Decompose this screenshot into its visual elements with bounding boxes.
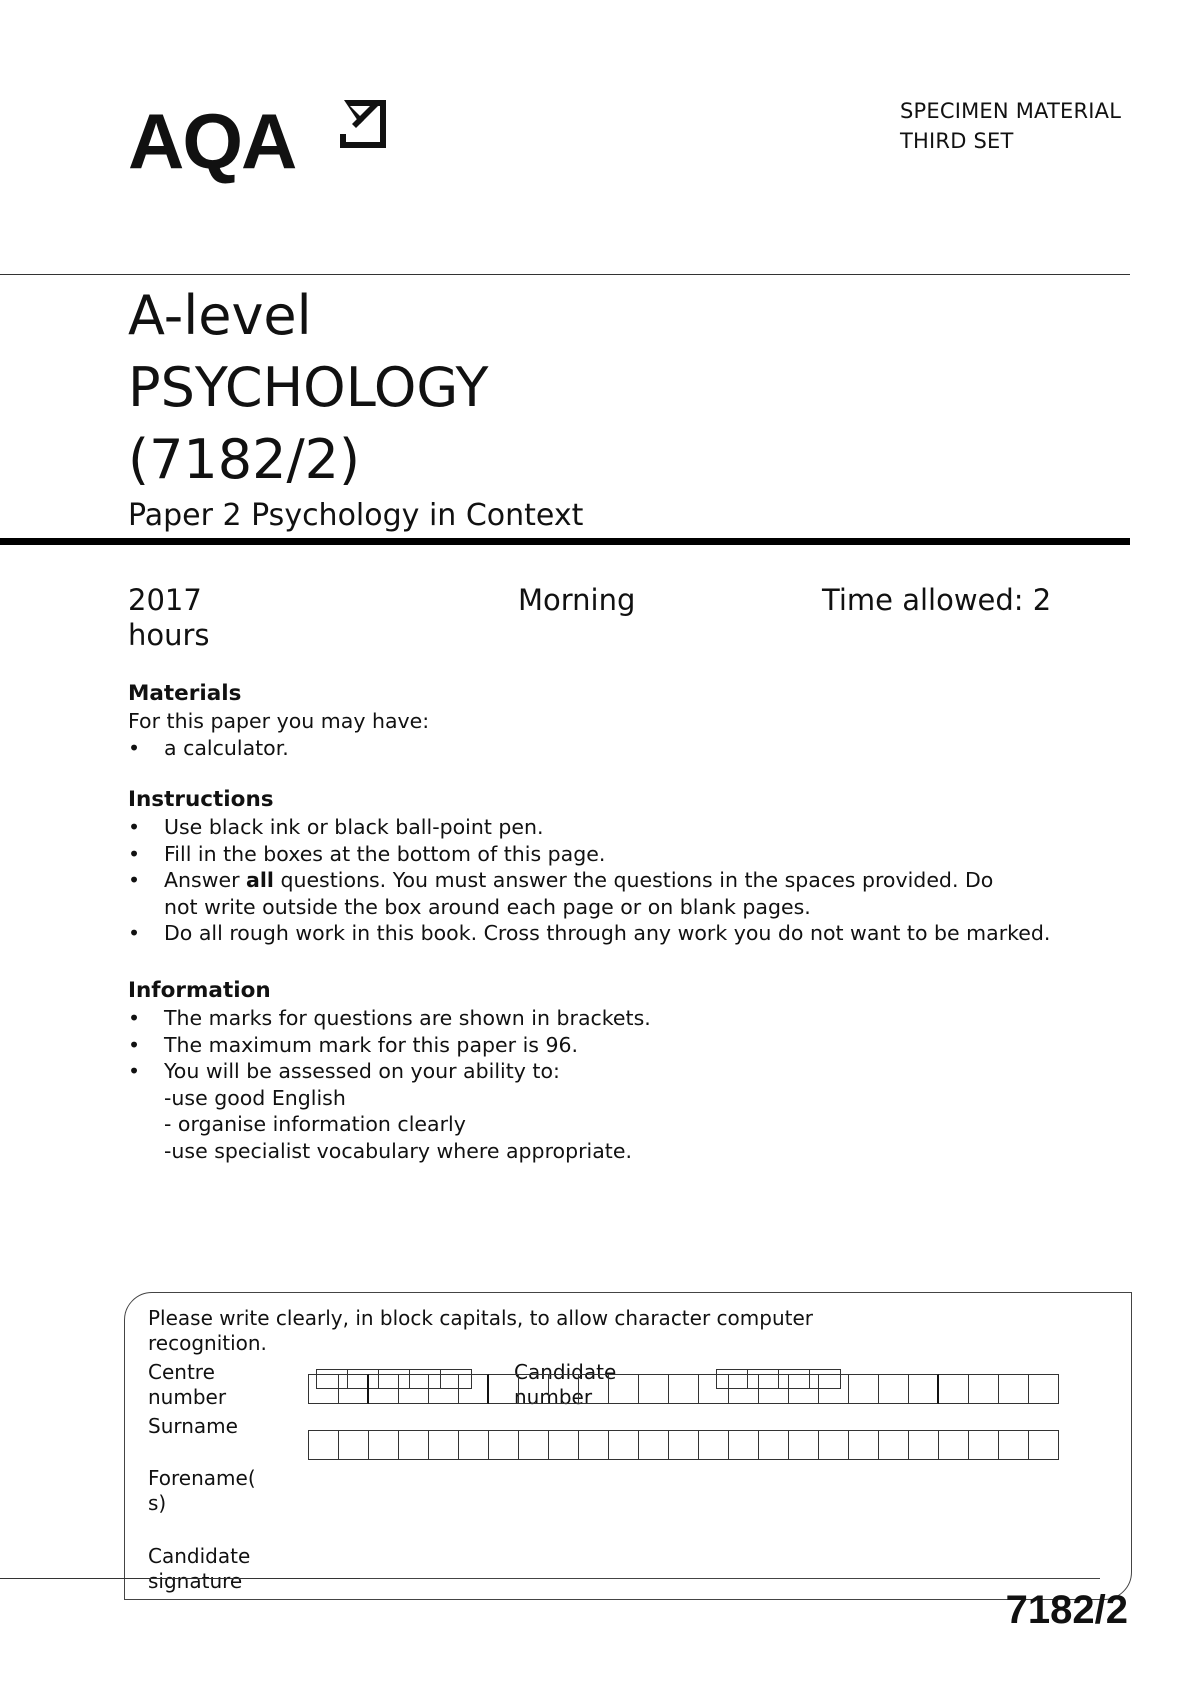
instruction-item: • Use black ink or black ball-point pen. xyxy=(128,815,544,839)
specimen-line-1: SPECIMEN MATERIAL xyxy=(900,99,1122,123)
instruction-item-answer: • Answer all questions. You must answer the questions in the spaces provided. Do xyxy=(128,868,994,892)
instructions-heading: Instructions xyxy=(128,787,274,812)
paper-name: Paper 2 Psychology in Context xyxy=(128,498,584,533)
information-sub-item: - organise information clearly xyxy=(164,1112,466,1136)
paper-code-title: (7182/2) xyxy=(128,428,361,491)
instruction-item-answer-continued: not write outside the box around each page or on blank pages. xyxy=(164,894,811,919)
subject-title: PSYCHOLOGY xyxy=(128,356,489,419)
footer-paper-code: 7182/2 xyxy=(1005,1588,1128,1632)
forename-label: Forename( s) xyxy=(148,1466,256,1515)
centre-number-label: Centre number xyxy=(148,1360,227,1409)
footer-divider xyxy=(0,1578,360,1579)
exam-session: Morning xyxy=(518,583,636,617)
specimen-label xyxy=(900,96,1121,156)
candidate-number-label: Candidate number xyxy=(514,1360,617,1409)
information-heading: Information xyxy=(128,978,271,1003)
logo-mark-icon xyxy=(334,98,388,156)
title-block xyxy=(128,280,583,536)
information-section xyxy=(128,977,651,1164)
logo-text: AQA xyxy=(128,97,296,185)
time-allowed: Time allowed: 2 xyxy=(822,583,1052,617)
centre-candidate-grid[interactable] xyxy=(308,1374,1059,1404)
materials-heading: Materials xyxy=(128,681,242,706)
information-sub-item: -use specialist vocabulary where appropriate. xyxy=(164,1138,632,1163)
time-unit: hours xyxy=(128,618,210,652)
information-sub-item: -use good English xyxy=(164,1085,346,1110)
signature-label: Candidate signature xyxy=(148,1544,251,1593)
information-item: • The maximum mark for this paper is 96. xyxy=(128,1032,579,1057)
title-divider xyxy=(0,538,1130,545)
exam-year: 2017 xyxy=(128,583,202,617)
materials-item: • a calculator. xyxy=(128,735,289,760)
materials-intro: For this paper you may have: xyxy=(128,709,430,733)
information-item: • You will be assessed on your ability to: xyxy=(128,1059,560,1083)
surname-grid[interactable] xyxy=(308,1430,1059,1460)
instructions-section xyxy=(128,786,1050,947)
level-title: A-level xyxy=(128,284,312,347)
instruction-item: • Fill in the boxes at the bottom of this page. xyxy=(128,841,606,866)
block-capitals-note: Please write clearly, in block capitals, to allow character computer recognition. xyxy=(148,1306,813,1355)
top-divider xyxy=(0,274,1130,275)
signature-line[interactable] xyxy=(360,1578,1100,1579)
aqa-logo xyxy=(128,98,388,194)
specimen-line-2: THIRD SET xyxy=(900,129,1014,153)
materials-section xyxy=(128,680,429,761)
instruction-item: • Do all rough work in this book. Cross through any work you do not want to be marked. xyxy=(128,921,1051,945)
surname-label: Surname xyxy=(148,1414,238,1438)
information-item: • The marks for questions are shown in brackets. xyxy=(128,1006,651,1030)
